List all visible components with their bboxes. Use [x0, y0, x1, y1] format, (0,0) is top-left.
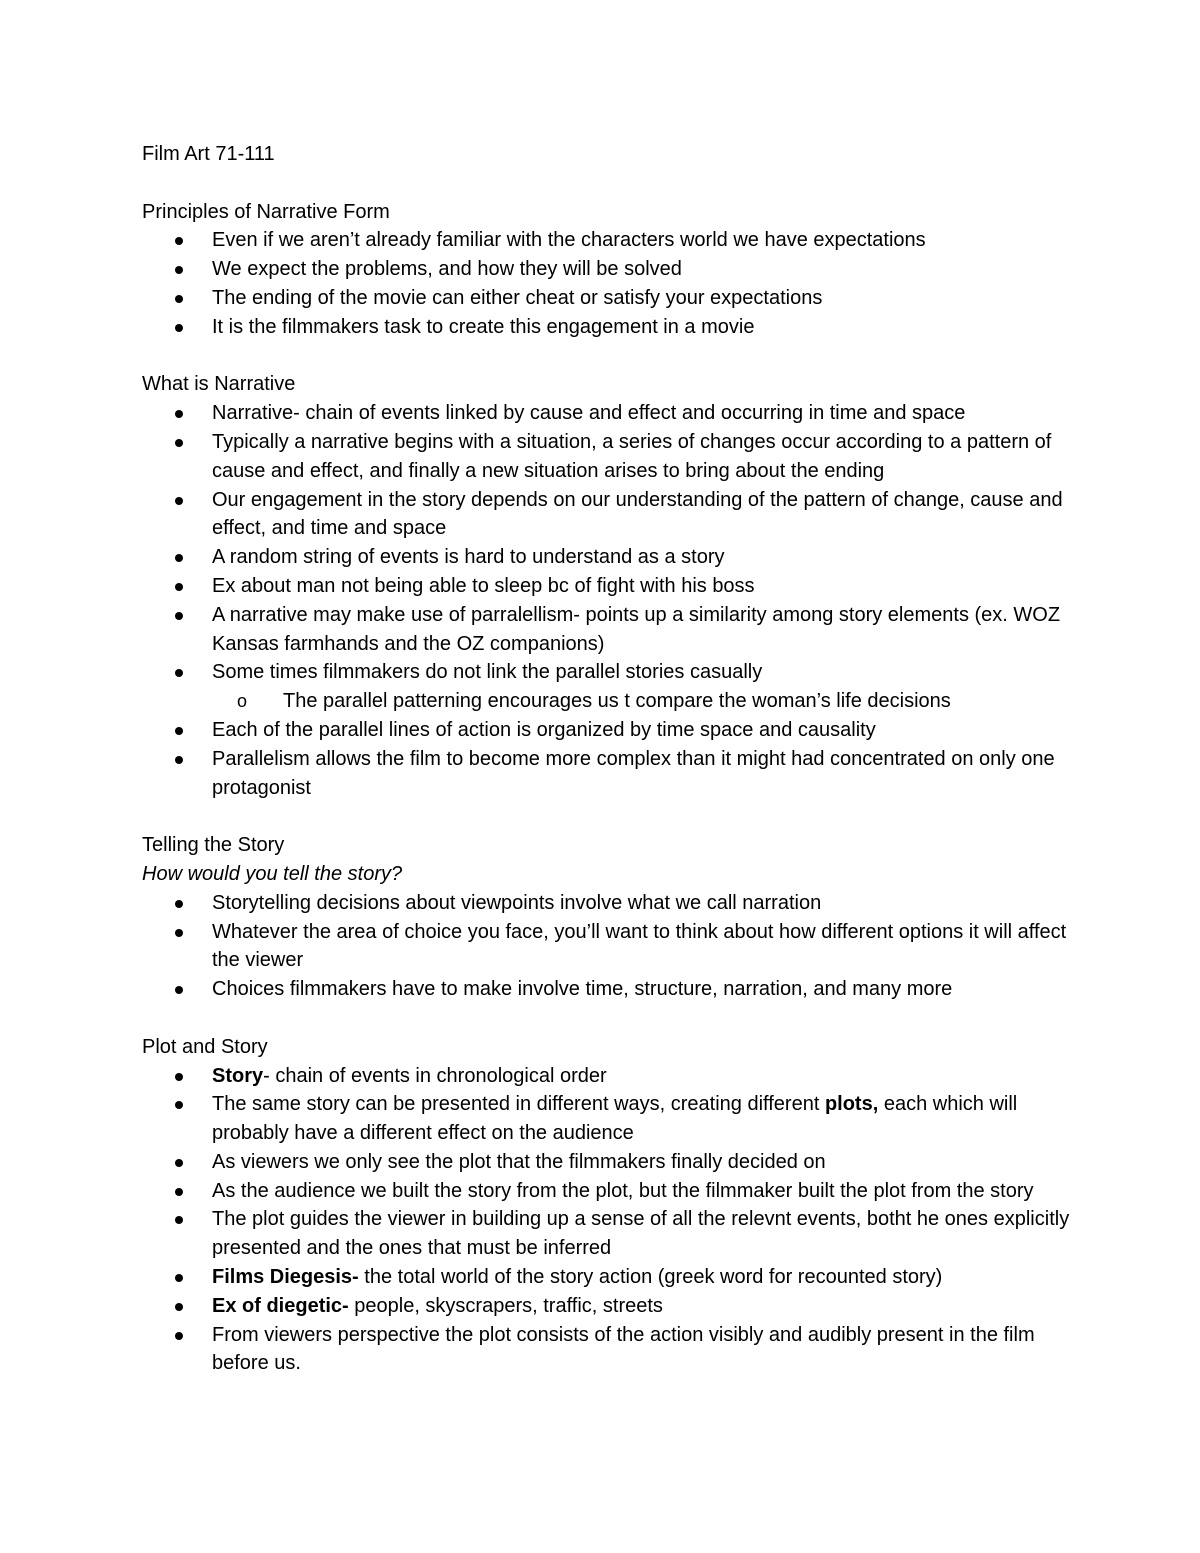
bullet-icon	[175, 1216, 183, 1224]
list-item-text: The ending of the movie can either cheat or satisfy your expectations	[212, 286, 823, 309]
list-item	[142, 284, 1072, 313]
bullet-list-telling	[142, 889, 1072, 1004]
sub-list	[212, 687, 1072, 716]
term-label: Films Diegesis-	[212, 1266, 359, 1289]
list-item-text: Choices filmmakers have to make involve time, structure, narration, and many more	[212, 978, 953, 1001]
bullet-icon	[175, 929, 183, 937]
bullet-icon	[175, 583, 183, 591]
list-item	[142, 1263, 1072, 1292]
list-item-text: A random string of events is hard to understand as a story	[212, 546, 725, 569]
list-item-text: The same story can be presented in different ways, creating different	[212, 1093, 825, 1116]
hollow-bullet-icon: o	[237, 691, 248, 712]
bullet-list-principles	[142, 226, 1072, 341]
list-item-text: each which will probably have a different effect on the audience	[212, 1093, 1018, 1145]
list-item	[142, 1090, 1072, 1148]
list-item-text: people, skyscrapers, traffic, streets	[348, 1294, 663, 1317]
list-item	[142, 255, 1072, 284]
list-item-text: Our engagement in the story depends on our understanding of the pattern of change, cause and effect, and time and space	[212, 488, 1063, 540]
list-item	[142, 486, 1072, 544]
term-label: Ex of diegetic-	[212, 1294, 349, 1317]
list-item	[142, 1292, 1072, 1321]
list-item	[142, 1205, 1072, 1263]
list-item-text: Whatever the area of choice you face, you’ll want to think about how different options it will affect the viewer	[212, 920, 1067, 972]
bullet-list-narrative	[142, 399, 1072, 802]
list-item-text: - chain of events in chronological order	[263, 1064, 607, 1087]
bullet-icon	[175, 439, 183, 447]
list-item	[142, 716, 1072, 745]
list-item-text: We expect the problems, and how they will be solved	[212, 258, 682, 281]
list-item	[142, 745, 1072, 803]
list-item-text: Some times filmmakers do not link the parallel stories casually	[212, 661, 763, 684]
bullet-icon	[175, 266, 183, 274]
list-item	[142, 1321, 1072, 1379]
list-item	[142, 1177, 1072, 1206]
list-item-text: Even if we aren’t already familiar with the characters world we have expectations	[212, 229, 926, 252]
list-item-text: The plot guides the viewer in building up a sense of all the relevnt events, botht he ones explicitly presented and the ones that must be inferred	[212, 1208, 1070, 1260]
list-item	[142, 1062, 1072, 1091]
bullet-list-plot	[142, 1062, 1072, 1379]
term-label: plots,	[824, 1093, 879, 1116]
bullet-icon	[175, 1274, 183, 1282]
bullet-icon	[175, 295, 183, 303]
list-item-text: Narrative- chain of events linked by cause and effect and occurring in time and space	[212, 402, 966, 425]
bullet-icon	[175, 1332, 183, 1340]
list-item-text: Ex about man not being able to sleep bc of fight with his boss	[212, 574, 755, 597]
list-item-text: Each of the parallel lines of action is organized by time space and causality	[212, 718, 876, 741]
list-item	[142, 889, 1072, 918]
list-item	[142, 399, 1072, 428]
list-item	[142, 543, 1072, 572]
list-item	[142, 572, 1072, 601]
spacer	[142, 1004, 1072, 1033]
list-item	[142, 975, 1072, 1004]
bullet-icon	[175, 237, 183, 245]
document-page	[142, 140, 1072, 1378]
list-item	[142, 313, 1072, 342]
term-label: Story	[212, 1064, 264, 1087]
sub-list-item-text: The parallel patterning encourages us t compare the woman’s life decisions	[283, 690, 951, 713]
list-item	[142, 601, 1072, 659]
section-heading-plot-and-story: Plot and Story	[142, 1035, 268, 1058]
list-item-text: A narrative may make use of parralellism- points up a similarity among story elements (ex. WOZ Kansas farmhands and the OZ companions)	[212, 603, 1061, 655]
list-item-text: From viewers perspective the plot consists of the action visibly and audibly present in the film before us.	[212, 1323, 1035, 1375]
list-item-text: It is the filmmakers task to create this engagement in a movie	[212, 315, 755, 338]
list-item-text: Storytelling decisions about viewpoints involve what we call narration	[212, 891, 822, 914]
list-item-text: As viewers we only see the plot that the filmmakers finally decided on	[212, 1150, 826, 1173]
bullet-icon	[175, 410, 183, 418]
bullet-icon	[175, 612, 183, 620]
bullet-icon	[175, 324, 183, 332]
bullet-icon	[175, 727, 183, 735]
section-heading-principles: Principles of Narrative Form	[142, 200, 390, 223]
spacer	[142, 802, 1072, 831]
spacer	[142, 169, 1072, 198]
list-item	[142, 428, 1072, 486]
section-heading-telling-the-story: Telling the Story	[142, 834, 285, 857]
bullet-icon	[175, 756, 183, 764]
bullet-icon	[175, 1303, 183, 1311]
spacer	[142, 342, 1072, 371]
sub-list-item	[212, 687, 1072, 716]
document-title: Film Art 71-111	[142, 143, 275, 165]
bullet-icon	[175, 497, 183, 505]
list-item-text: As the audience we built the story from the plot, but the filmmaker built the plot from the story	[212, 1179, 1034, 1202]
section-heading-what-is-narrative: What is Narrative	[142, 373, 296, 396]
bullet-icon	[175, 669, 183, 677]
bullet-icon	[175, 1073, 183, 1081]
list-item	[142, 226, 1072, 255]
list-item-text: Typically a narrative begins with a situation, a series of changes occur according to a pattern of cause and effect, and finally a new situation arises to bring about the ending	[212, 430, 1052, 482]
bullet-icon	[175, 900, 183, 908]
list-item	[142, 1148, 1072, 1177]
list-item	[142, 918, 1072, 976]
bullet-icon	[175, 1159, 183, 1167]
list-item-text: the total world of the story action (greek word for recounted story)	[358, 1266, 943, 1289]
bullet-icon	[175, 1101, 183, 1109]
section-subtitle: How would you tell the story?	[142, 862, 403, 885]
bullet-icon	[175, 1188, 183, 1196]
bullet-icon	[175, 986, 183, 994]
list-item	[142, 658, 1072, 716]
bullet-icon	[175, 554, 183, 562]
list-item-text: Parallelism allows the film to become more complex than it might had concentrated on only one protagonist	[212, 747, 1055, 799]
